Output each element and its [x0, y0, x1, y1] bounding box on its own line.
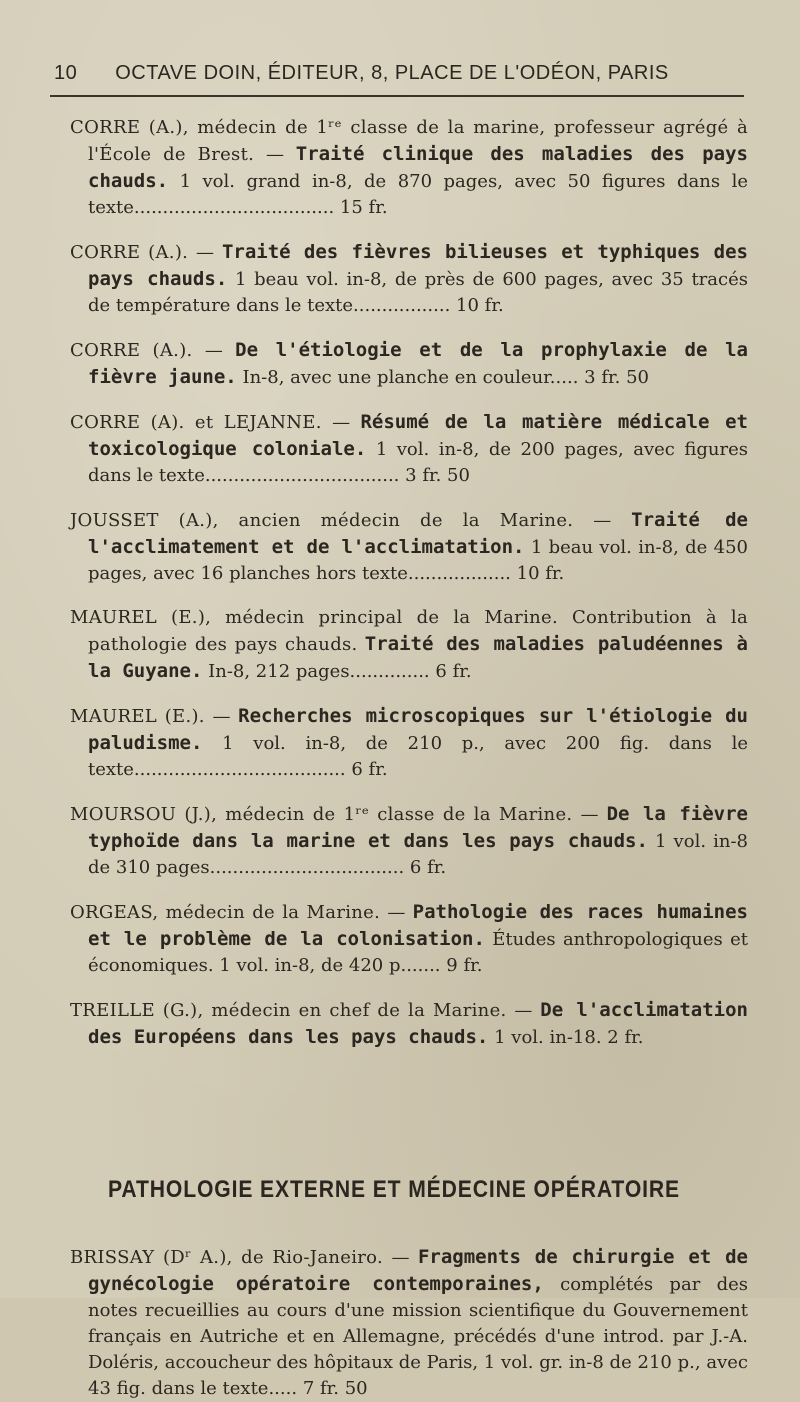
entry-details: In-8, 212 pages.............. [208, 661, 430, 682]
catalog-entry [48, 239, 748, 319]
entry-author: MAUREL (E.), médecin principal de la Marine. Contribution à la pathologie des pays chauds. [70, 607, 748, 655]
entry-title: Pathologie des races humaines et le problème de la colonisation. [88, 901, 748, 950]
entry-title: Fragments de chirurgie et de gynécologie opératoire contemporaines, [88, 1246, 748, 1295]
entry-details: In-8, avec une planche en couleur..... [242, 367, 579, 388]
entry-price: 6 fr. [409, 857, 447, 878]
publisher-line: OCTAVE DOIN, ÉDITEUR, 8, PLACE DE L'ODÉON, PARIS [115, 62, 669, 84]
entry-details: 1 vol. in-18. [494, 1027, 602, 1048]
catalog-entry [48, 337, 748, 391]
entry-author: MAUREL (E.). — [70, 706, 231, 727]
entry-price: 2 fr. [607, 1027, 644, 1048]
entry-price: 3 fr. 50 [405, 465, 470, 486]
entry-title: Traité des fièvres bilieuses et typhiques des pays chauds. [88, 241, 748, 290]
entry-details: 1 vol. grand in-8, de 870 pages, avec 50 figures dans le texte................................... [88, 171, 748, 218]
entry-details: Études anthropologiques et économiques. 1 vol. in-8, de 420 p....... [88, 929, 748, 976]
catalog-entry [48, 409, 748, 489]
catalog-entry [48, 507, 748, 587]
entry-author: CORRE (A). et LEJANNE. — [70, 412, 351, 433]
entry-details: 1 beau vol. in-8, de 450 pages, avec 16 planches hors texte.................. [88, 537, 748, 584]
entry-author: CORRE (A.). — [70, 242, 215, 263]
entry-price: 7 fr. 50 [302, 1378, 368, 1399]
entry-author: CORRE (A.). — [70, 340, 224, 361]
entry-author: MOURSOU (J.), médecin de 1ʳᵉ classe de la Marine. — [70, 804, 599, 825]
entry-details: 1 vol. in-8, de 200 pages, avec figures dans le texte.................................. [88, 439, 748, 486]
entry-details: 1 vol. in-8, de 210 p., avec 200 fig. dans le texte..................................... [88, 733, 748, 780]
entry-price: 6 fr. [435, 661, 472, 682]
page-header [54, 62, 748, 85]
entry-title: Traité des maladies paludéennes à la Guyane. [88, 633, 748, 682]
entry-title: De l'étiologie et de la prophylaxie de la fièvre jaune. [88, 339, 748, 388]
entry-author: ORGEAS, médecin de la Marine. — [70, 902, 406, 923]
catalog-entry [48, 899, 748, 979]
catalog-entry [48, 1244, 748, 1402]
section-entry-list [48, 1244, 748, 1402]
entry-title: Traité de l'acclimatement et de l'acclimatation. [88, 509, 749, 558]
page-number: 10 [54, 62, 78, 84]
entry-price: 10 fr. [516, 563, 565, 584]
entry-details: 1 vol. in-8 de 310 pages.................................. [88, 831, 749, 878]
entry-price: 15 fr. [339, 197, 388, 218]
catalog-entry [48, 801, 748, 881]
entry-price: 3 fr. 50 [584, 367, 649, 388]
catalog-entry [48, 115, 748, 221]
entry-details: complétés par des notes recueillies au cours d'une mission scientifique du Gouvernement français en Autriche et en Allemagne, précédés d'une introd. par J.-A. Doléris, accoucheur des hôpitaux de Paris, 1 vol. gr. in-8 de 210 p., avec 43 fig. dans le texte..... [88, 1274, 748, 1399]
catalog-entry [48, 997, 748, 1051]
catalog-entry [48, 605, 748, 685]
entry-title: De la fièvre typhoïde dans la marine et dans les pays chauds. [88, 803, 748, 852]
entry-title: Recherches microscopiques sur l'étiologie du paludisme. [88, 705, 748, 754]
entry-title: De l'acclimatation des Européens dans les pays chauds. [88, 999, 748, 1048]
entry-list [48, 115, 748, 1051]
entry-price: 6 fr. [351, 759, 388, 780]
entry-author: CORRE (A.), médecin de 1ʳᵉ classe de la marine, professeur agrégé à l'École de Brest. — [70, 117, 748, 165]
entry-author: BRISSAY (Dʳ A.), de Rio-Janeiro. — [70, 1247, 410, 1268]
entry-price: 10 fr. [456, 295, 504, 316]
section-title: PATHOLOGIE EXTERNE ET MÉDECINE OPÉRATOIRE [108, 1176, 680, 1203]
entry-details: 1 beau vol. in-8, de près de 600 pages, avec 35 tracés de température dans le texte................. [88, 269, 748, 316]
header-rule [50, 95, 744, 97]
entry-title: Traité clinique des maladies des pays chauds. [88, 143, 748, 192]
entry-author: JOUSSET (A.), ancien médecin de la Marine. — [70, 510, 612, 531]
catalog-entry [48, 703, 748, 783]
entry-author: TREILLE (G.), médecin en chef de la Marine. — [70, 1000, 533, 1021]
entry-title: Résumé de la matière médicale et toxicologique coloniale. [88, 411, 749, 460]
entry-price: 9 fr. [446, 955, 483, 976]
